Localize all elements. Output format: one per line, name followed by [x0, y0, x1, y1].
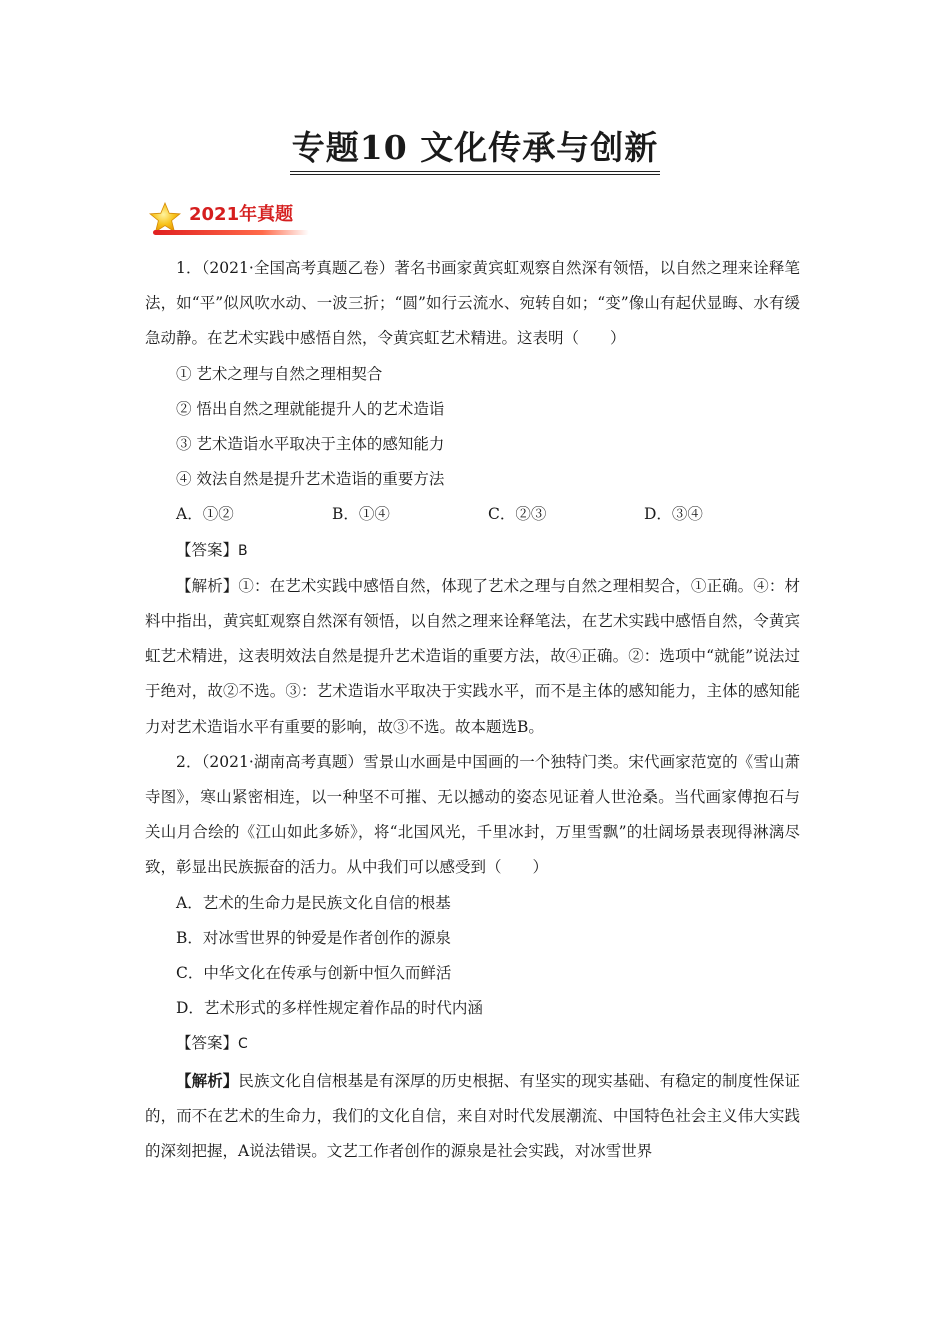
q2-analysis	[145, 1063, 800, 1170]
q1-options	[145, 497, 800, 532]
q1-analysis-label: 【解析】	[176, 576, 239, 595]
q2-option-d: D．艺术形式的多样性规定着作品的时代内涵	[176, 999, 483, 1018]
section-label: 2021年真题	[189, 204, 294, 225]
q1-option-d: D．③④	[644, 505, 703, 524]
section-badge	[145, 200, 315, 240]
q2-answer	[145, 1026, 800, 1062]
q2-option-b: B．对冰雪世界的钟爱是作者创作的源泉	[176, 928, 451, 947]
q1-option-a: A．①②	[176, 505, 234, 524]
q2-analysis-text: 民族文化自信根基是有深厚的历史根据、有坚实的现实基础、有稳定的制度性保证的，而不在艺术的生命力，我们的文化自信，来自对时代发展潮流、中国特色社会主义伟大实践的深刻把握，A说法错误。文艺工作者创作的源泉是社会实践，对冰雪世界	[145, 1071, 800, 1161]
q1-analysis	[145, 569, 800, 745]
questions	[145, 251, 800, 1169]
page-title: 专题10 文化传承与创新	[290, 128, 660, 175]
q1-statement-1: ① 艺术之理与自然之理相契合	[176, 364, 383, 383]
q2-option-c: C．中华文化在传承与创新中恒久而鲜活	[176, 964, 452, 983]
q1-statement-4: ④ 效法自然是提升艺术造诣的重要方法	[176, 470, 445, 489]
q1-analysis-text: ①：在艺术实践中感悟自然，体现了艺术之理与自然之理相契合，①正确。④：材料中指出，黄宾虹观察自然深有领悟，以自然之理来诠释笔法，在艺术实践中感悟自然，令黄宾虹艺术精进，这表明效法自然是提升艺术造诣的重要方法，故④正确。②：选项中“就能”说法过于绝对，故②不选。③：艺术造诣水平取决于实践水平，而不是主体的感知能力，主体的感知能力对艺术造诣水平有重要的影响，故③不选。故本题选B。	[145, 576, 800, 736]
q1-statement-3: ③ 艺术造诣水平取决于主体的感知能力	[176, 435, 445, 454]
q1-answer-label: 【答案】	[176, 540, 239, 559]
question-2-stem: 2．（2021·湖南高考真题）雪景山水画是中国画的一个独特门类。宋代画家范宽的《雪山萧寺图》，寒山紧密相连，以一种坚不可摧、无以撼动的姿态见证着人世沧桑。当代画家傅抱石与关山月合绘的《江山如此多娇》，将“北国风光，千里冰封，万里雪飘”的壮阔场景表现得淋漓尽致，彰显出民族振奋的活力。从中我们可以感受到（ ）	[145, 752, 800, 877]
question-1-stem: 1．（2021·全国高考真题乙卷）著名书画家黄宾虹观察自然深有领悟，以自然之理来诠释笔法，如“平”似风吹水动、一波三折；“圆”如行云流水、宛转自如；“变”像山有起伏显晦、水有缓急动静。在艺术实践中感悟自然，令黄宾虹艺术精进。这表明（ ）	[145, 259, 800, 348]
q2-option-a: A．艺术的生命力是民族文化自信的根基	[176, 893, 451, 912]
section-underline	[153, 230, 309, 235]
q2-answer-label: 【答案】	[176, 1034, 239, 1053]
q1-answer	[145, 533, 800, 569]
q1-option-b: B．①④	[332, 505, 390, 524]
q1-answer-value: B	[238, 542, 248, 559]
title-block	[0, 128, 950, 175]
q2-analysis-label: 【解析】	[176, 1070, 239, 1090]
q1-statement-2: ② 悟出自然之理就能提升人的艺术造诣	[176, 399, 445, 418]
q2-answer-value: C	[238, 1036, 248, 1053]
q1-option-c: C．②③	[488, 505, 547, 524]
